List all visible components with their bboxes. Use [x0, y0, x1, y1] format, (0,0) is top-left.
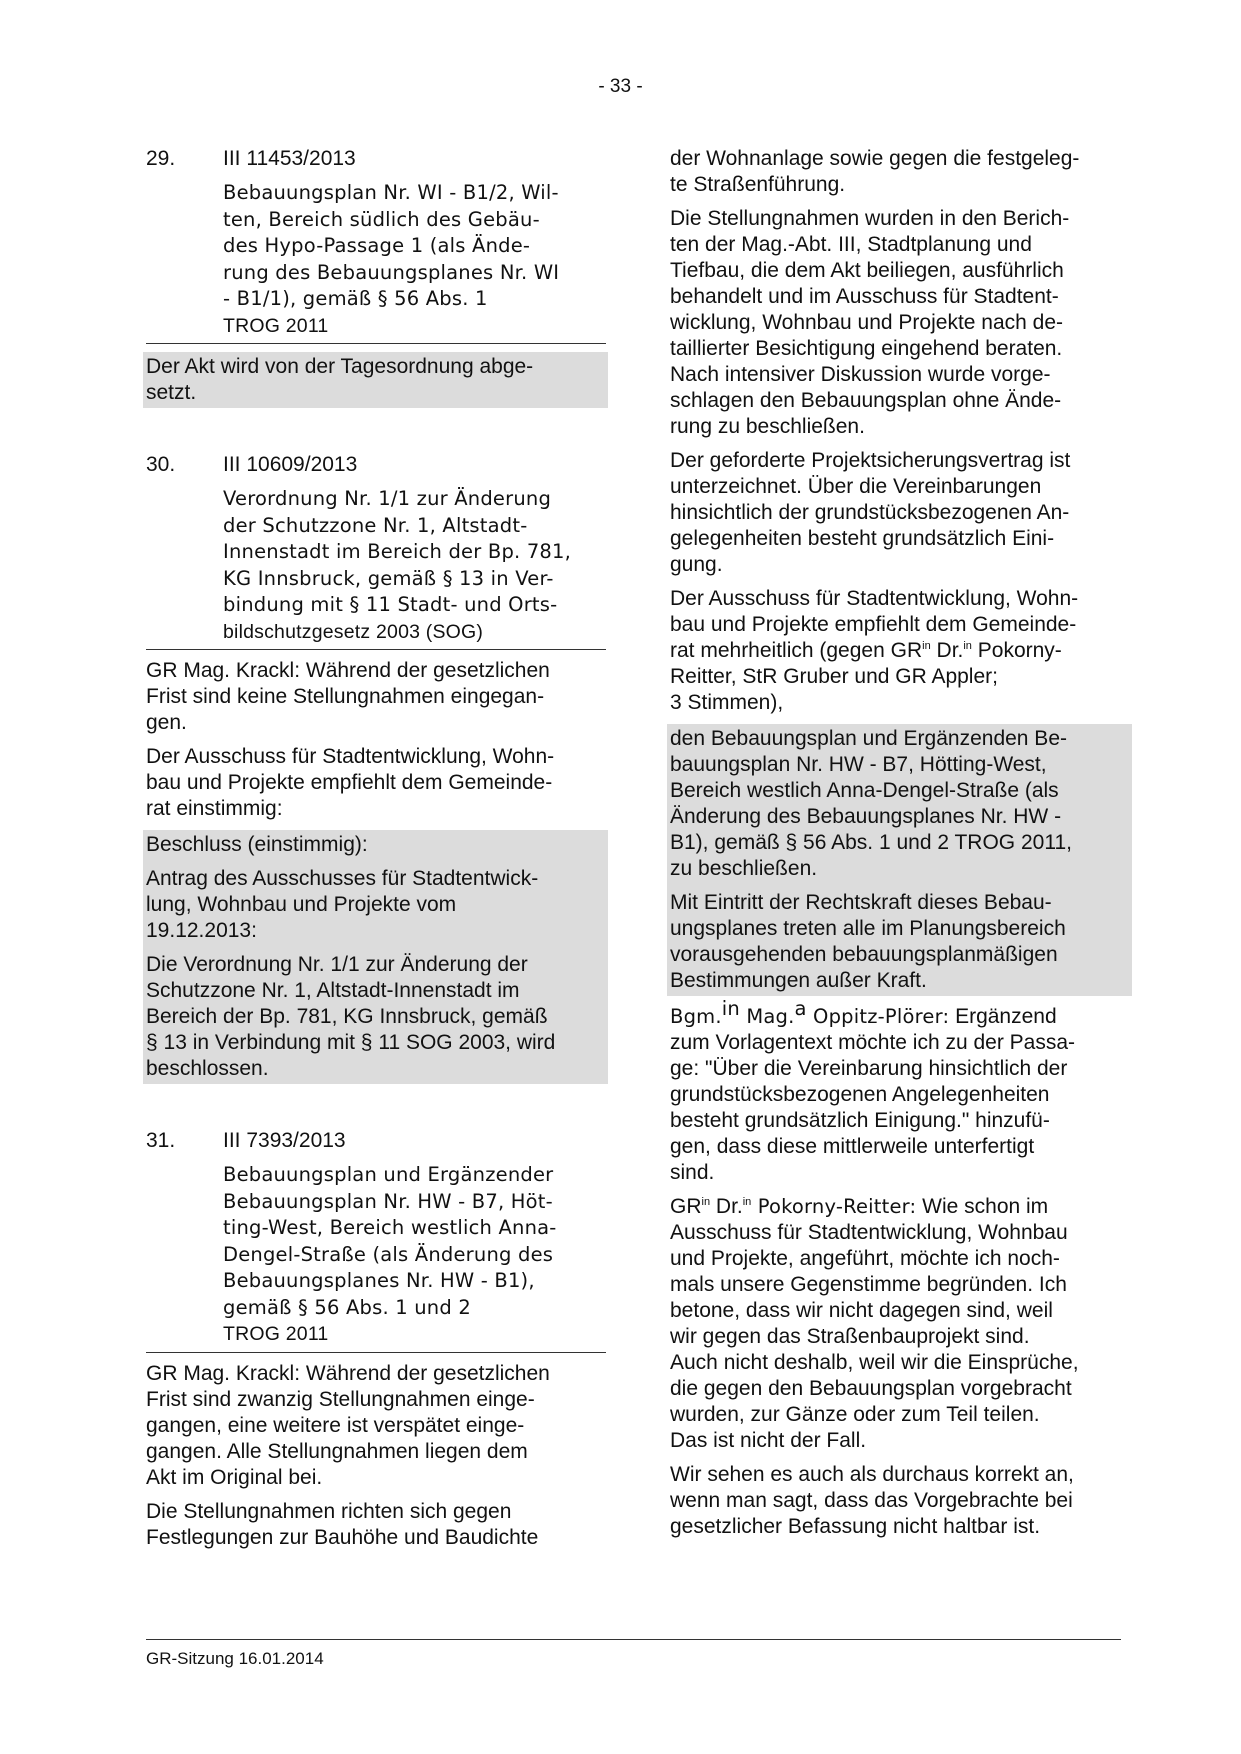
title-line: bindung mit § 11 Stadt- und Orts- [223, 593, 558, 616]
agenda-item-title [146, 486, 606, 650]
resolution-text: Der Akt wird von der Tagesordnung abge- setzt. [146, 355, 534, 404]
paragraph: Der geforderte Projektsicherungsvertrag ist unterzeichnet. Über die Vereinbarungen hinsichtlich der grundstücksbezogenen An- gelegenheiten besteht grundsätzlich Eini- gung. [670, 449, 1071, 576]
title-line: gemäß § 56 Abs. 1 und 2 [223, 1295, 471, 1319]
paragraph: GR Mag. Krackl: Während der gesetzlichen Frist sind zwanzig Stellungnahmen einge- gangen, eine weitere ist verspätet einge- gangen. Alle Stellungnahmen liegen dem Akt im Original bei. [146, 1361, 550, 1489]
agenda-item-number: 30. [146, 453, 176, 476]
agenda-item [146, 146, 606, 408]
paragraph: Der Ausschuss für Stadtentwicklung, Wohn- bau und Projekte empfiehlt dem Gemeinde- rat einstimmig: [146, 745, 555, 820]
left-column [146, 146, 606, 1559]
title-line: ten, Bereich südlich des Gebäu- [223, 207, 540, 231]
paragraph: Der Ausschuss für Stadtentwicklung, Wohn- bau und Projekte empfiehlt dem Gemeinde- rat mehrheitlich (gegen $GR^{in}$ Dr.$^{in}$ Pokorny- Reitter, StR Gruber und GR Appler; 3 Stimmen), [670, 587, 1079, 714]
paragraph: der Wohnanlage sowie gegen die festgeleg- te Straßenführung. [670, 147, 1080, 196]
agenda-item-reference: III 7393/2013 [223, 1129, 346, 1152]
title-line: Innenstadt im Bereich der Bp. 781, [223, 540, 572, 563]
title-line: der Schutzzone Nr. 1, Altstadt- [223, 513, 528, 537]
agenda-item-header [146, 1128, 606, 1154]
title-line: des Hypo-Passage 1 (als Ände- [223, 234, 531, 257]
agenda-item-title [146, 180, 606, 344]
title-line: KG Innsbruck, gemäß § 13 in Ver- [223, 566, 554, 590]
footer: GR-Sitzung 16.01.2014 [146, 1639, 1121, 1672]
paragraph: $GR^{in}$ Dr.$^{in}$ Pokorny-Reitter: Wie schon im Ausschuss für Stadtentwicklung, Wohnbau und Projekte, angeführt, möchte ich noch- mals unsere Gegenstimme begründen. Ich betone, dass wir nicht dagegen sind, weil wir gegen das Straßenbauprojekt sind. Auch nicht deshalb, weil wir die Einsprüche, die gegen den Bebauungsplan vorgebracht wurden, zur Gänze oder zum Teil teilen. Das ist nicht der Fall. [670, 1195, 1079, 1452]
agenda-item [146, 452, 606, 1084]
page-number: - 33 - [598, 76, 643, 97]
title-line: Verordnung Nr. 1/1 zur Änderung [223, 487, 552, 510]
right-column [670, 146, 1130, 1548]
resolution-block [143, 830, 608, 1084]
agenda-item-number: 31. [146, 1129, 176, 1152]
resolution-text: Die Verordnung Nr. 1/1 zur Änderung der Schutzzone Nr. 1, Altstadt-Innenstadt im Bereich der Bp. 781, KG Innsbruck, gemäß § 13 in Verbindung mit § 11 SOG 2003, wird beschlossen. [146, 953, 556, 1080]
title-line: rung des Bebauungsplanes Nr. WI [223, 260, 560, 284]
title-line: Bebauungsplanes Nr. HW - B1), [223, 1269, 535, 1292]
agenda-item [146, 1128, 606, 1551]
title-line: Bebauungsplan Nr. HW - B7, Höt- [223, 1189, 553, 1213]
title-line: Dengel-Straße (als Änderung des [223, 1242, 554, 1266]
paragraph: Die Stellungnahmen richten sich gegen Festlegungen zur Bauhöhe und Baudichte [146, 1499, 539, 1549]
title-line: TROG 2011 [223, 1323, 329, 1345]
title-line: Bebauungsplan und Ergänzender [223, 1163, 554, 1186]
agenda-item-header [146, 146, 606, 172]
paragraph: Wir sehen es auch als durchaus korrekt an, wenn man sagt, dass das Vorgebrachte bei gesetzlicher Befassung nicht haltbar ist. [670, 1463, 1074, 1538]
agenda-item-title [146, 1162, 606, 1353]
agenda-item-reference: III 10609/2013 [223, 453, 358, 476]
agenda-item-number: 29. [146, 147, 176, 170]
resolution-text: Mit Eintritt der Rechtskraft dieses Bebau- ungsplanes treten alle im Planungsbereich vorausgehenden bebauungsplanmäßigen Bestimmungen außer Kraft. [670, 891, 1066, 992]
title-line: Bebauungsplan Nr. WI - B1/2, Wil- [223, 181, 559, 204]
resolution-block [667, 724, 1132, 996]
resolution-block [143, 352, 608, 408]
title-line: bildschutzgesetz 2003 (SOG) [223, 620, 484, 643]
resolution-text: Beschluss (einstimmig): [146, 833, 368, 856]
title-line: ting-West, Bereich westlich Anna- [223, 1216, 557, 1239]
paragraph: GR Mag. Krackl: Während der gesetzlichen Frist sind keine Stellungnahmen eingegan- gen. [146, 659, 550, 734]
agenda-item-reference: III 11453/2013 [223, 147, 356, 170]
title-line: TROG 2011 [223, 314, 329, 337]
paragraph: Die Stellungnahmen wurden in den Berich- ten der Mag.-Abt. III, Stadtplanung und Tiefbau, die dem Akt beiliegen, ausführlich behandelt und im Ausschuss für Stadtent- wicklung, Wohnbau und Projekte nach de- taillierter Besichtigung eingehend beraten. Nach intensiver Diskussion wurde vorge- schlagen den Bebauungsplan ohne Ände- rung zu beschließen. [670, 207, 1070, 438]
agenda-item-header [146, 452, 606, 478]
resolution-text: Antrag des Ausschusses für Stadtentwick- lung, Wohnbau und Projekte vom 19.12.2013: [146, 867, 539, 942]
resolution-text: den Bebauungsplan und Ergänzenden Be- bauungsplan Nr. HW - B7, Hötting-West, Bereich westlich Anna-Dengel-Straße (als Änderung des Bebauungsplanes Nr. HW - B1), gemäß § 56 Abs. 1 und 2 TROG 2011, zu beschließen. [670, 727, 1072, 880]
title-line: - B1/1), gemäß § 56 Abs. 1 [223, 287, 488, 310]
paragraph: Bgm.$^{in}$ Mag.$^a$ Oppitz-Plörer: Ergänzend zum Vorlagentext möchte ich zu der Passa- ge: "Über die Vereinbarung hinsichtlich der grundstücksbezogenen Angelegenheiten besteht grundsätzlich Einigung." hinzufü- gen, dass diese mittlerweile unterfertigt sind. [670, 997, 1076, 1184]
